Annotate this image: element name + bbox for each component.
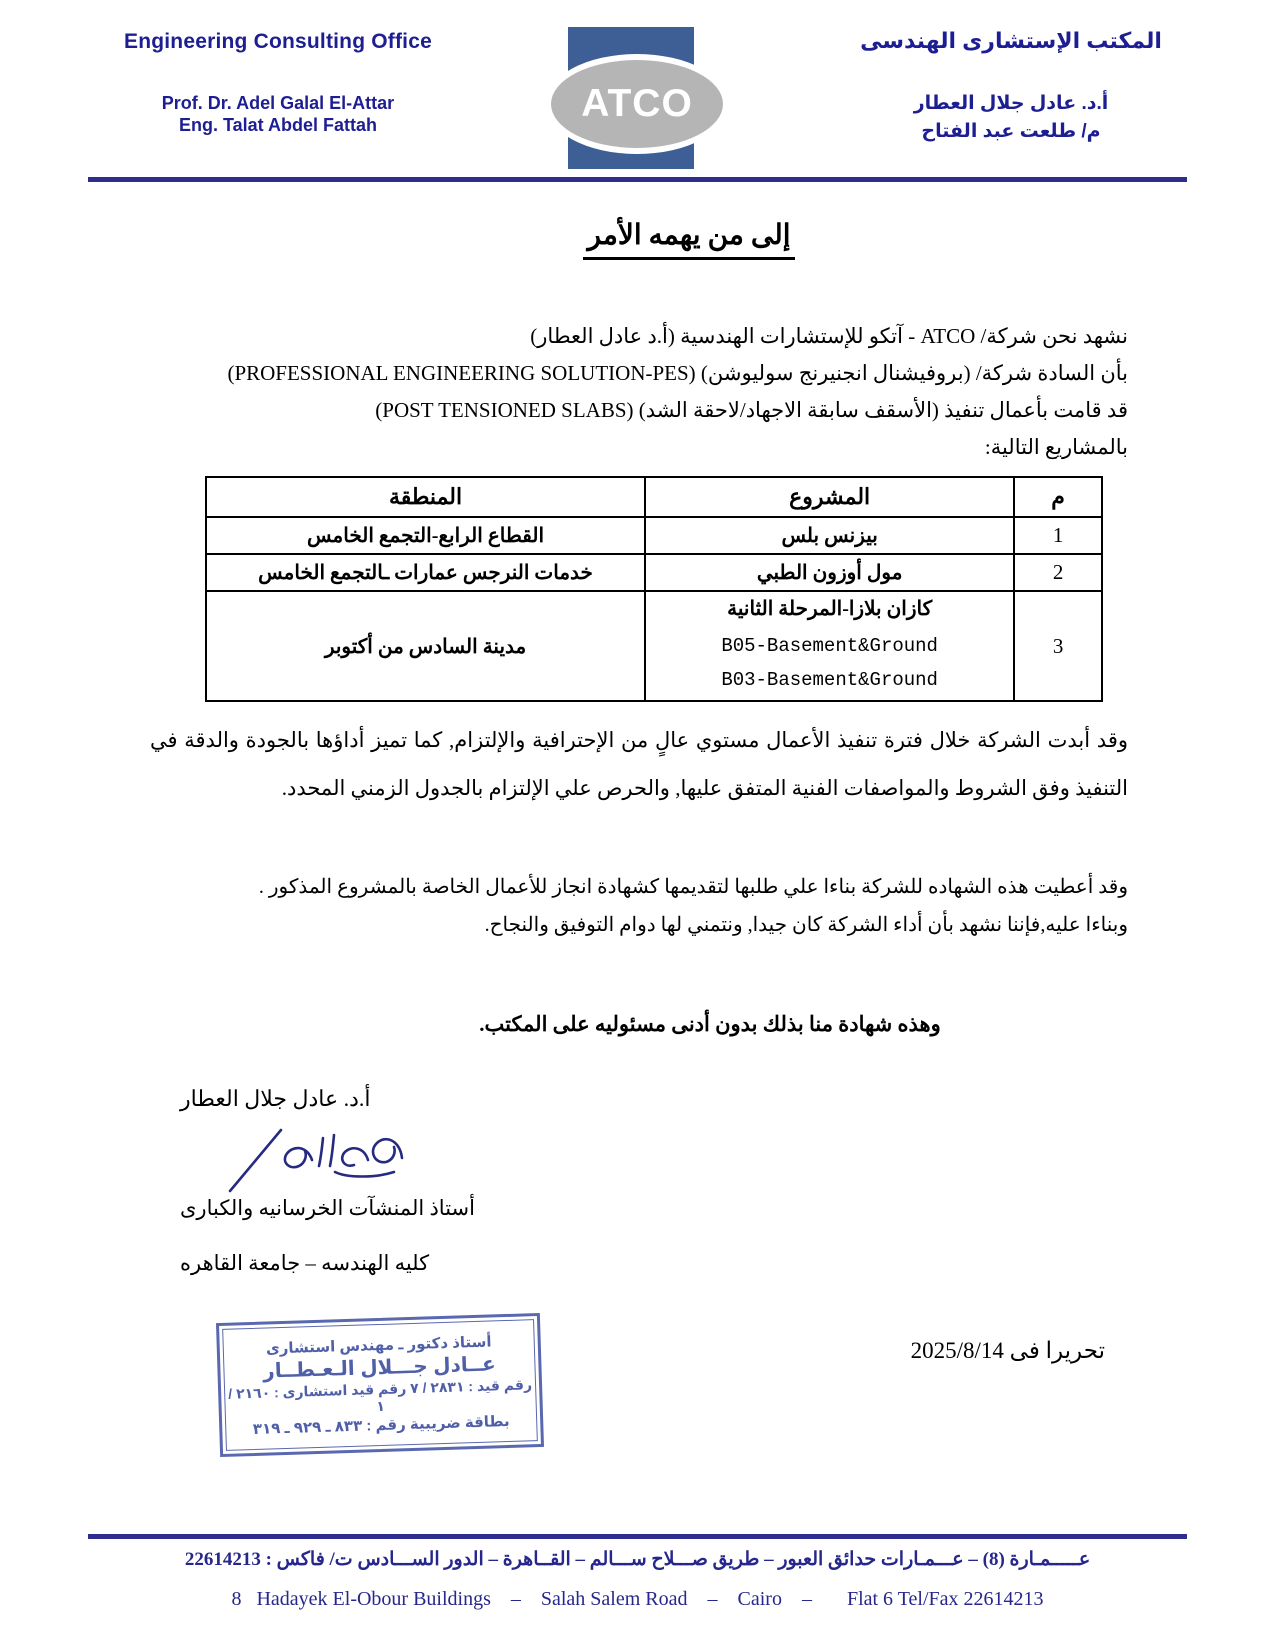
row1-region: القطاع الرابع-التجمع الخامس [206,517,645,554]
issue-date [911,1338,1105,1364]
principal-name-en-1: Prof. Dr. Adel Galal El-Attar [161,93,395,113]
table-header-row [206,477,1102,517]
projects-table [205,476,1103,702]
row3-region: مدينة السادس من أكتوبر [206,591,645,701]
row3-project-b03: B03-Basement&Ground [721,668,938,691]
p1-line3-ar: قد قامت بأعمال تنفيذ (الأسقف سابقة الاجهاد/لاحقة الشد) [638,398,1128,422]
p1-line4: بالمشاريع التالية: [984,435,1128,459]
stamp-line-2: عــادل جـــلال الـعـطــار [262,1353,497,1383]
closing-paragraphs [150,868,1128,944]
signatory-title-1: أستاذ المنشآت الخرسانيه والكبارى [180,1196,475,1220]
table-header-region: المنطقة [206,477,645,517]
row2-no: 2 [1014,554,1102,591]
paragraph-recommendation: وبناءا عليه,فإننا نشهد بأن أداء الشركة كان جيدا, ونتمني لها دوام التوفيق والنجاح. [484,914,1128,936]
logo-ellipse [545,54,729,154]
row1-no: 1 [1014,517,1102,554]
stamp-line-3: رقم قيد : ٢٨٣١ / ٧ رقم قيد استشارى : ٢١٦٠ / ١ [228,1376,533,1415]
p1-line2-en: (PROFESSIONAL ENGINEERING SOLUTION-PES) [227,361,696,385]
footer-address-ar: عـــــمـارة (8) – عـــمـارات حدائق العبور – طريق صـــلاح ســـالم – القــاهرة – الدور الســـادس ت/ فاكس : 22614213 [184,1549,1091,1570]
paragraph-issued: وقد أعطيت هذه الشهاده للشركة بناءا علي طلبها لتقديمها كشهادة انجاز للأعمال الخاصة بالمشروع المذكور . [258,876,1128,898]
official-stamp [216,1313,544,1457]
principal-name-en-2: Eng. Talat Abdel Fattah [178,115,377,135]
closing-note: وهذه شهادة منا بذلك بدون أدنى مسئوليه على المكتب. [479,1012,941,1036]
table-header-no: م [1014,477,1102,517]
letter-title-wrap [150,218,1128,260]
handwritten-signature [195,1118,420,1196]
p1-line2-ar: بأن السادة شركة/ (بروفيشنال انجنيرنج سوليوشن) [700,361,1128,385]
table-row [206,591,1102,701]
header-right [855,28,1167,146]
opening-paragraph [150,318,1128,466]
header-rule [88,177,1187,182]
row3-project [645,591,1014,701]
issue-date-value: 2025/8/14 [910,1338,1004,1363]
header-left [108,30,448,136]
stamp-inner-border [222,1319,538,1451]
table-row [206,517,1102,554]
row3-project-title: كازان بلازا-المرحلة الثانية [727,597,933,620]
office-title-ar: المكتب الإستشارى الهندسى [860,28,1162,53]
letter-title: إلى من يهمه الأمر [583,218,794,260]
atco-logo [568,27,694,169]
signatory-name: أ.د. عادل جلال العطار [180,1086,371,1111]
p1-line1: نشهد نحن شركة/ ATCO - آتكو للإستشارات الهندسية (أ.د عادل العطار) [530,324,1128,348]
signatory-title-2: كليه الهندسه – جامعة القاهره [180,1251,430,1275]
office-title-en: Engineering Consulting Office [124,30,432,53]
principal-name-ar-2: م/ طلعت عبد الفتاح [921,121,1101,142]
row3-project-b05: B05-Basement&Ground [721,634,938,657]
table-header-project: المشروع [645,477,1014,517]
stamp-line-4: بطاقة ضريبية رقم : ٨٣٣ ـ ٩٢٩ ـ ٣١٩ [252,1412,510,1439]
table-row [206,554,1102,591]
row1-project: بيزنس بلس [645,517,1014,554]
p1-line2 [150,355,1128,392]
row2-project: مول أوزون الطبي [645,554,1014,591]
issue-date-label: تحريرا فى [1009,1338,1105,1363]
principal-name-ar-1: أ.د. عادل جلال العطار [913,93,1109,114]
logo-text: ATCO [581,82,693,125]
p1-line3 [150,392,1128,429]
stamp-line-1: أستاذ دكتور ـ مهندس استشارى [265,1333,492,1358]
p1-line3-en: (POST TENSIONED SLABS) [375,398,634,422]
footer-address-en: 8 Hadayek El-Obour Buildings – Salah Salem Road – Cairo – Flat 6 Tel/Fax 22614213 [231,1588,1044,1610]
row2-region: خدمات النرجس عمارات ـالتجمع الخامس [206,554,645,591]
footer-rule [88,1534,1187,1539]
quality-paragraph: وقد أبدت الشركة خلال فترة تنفيذ الأعمال مستوي عالٍ من الإحترافية والإلتزام, كما تميز أداؤها بالجودة والدقة في التنفيذ وفق الشروط والمواصفات الفنية المتفق عليها, والحرص علي الإلتزام بالجدول الزمني المحدد. [150,728,1128,800]
row3-no: 3 [1014,591,1102,701]
signature-block [180,1086,520,1276]
